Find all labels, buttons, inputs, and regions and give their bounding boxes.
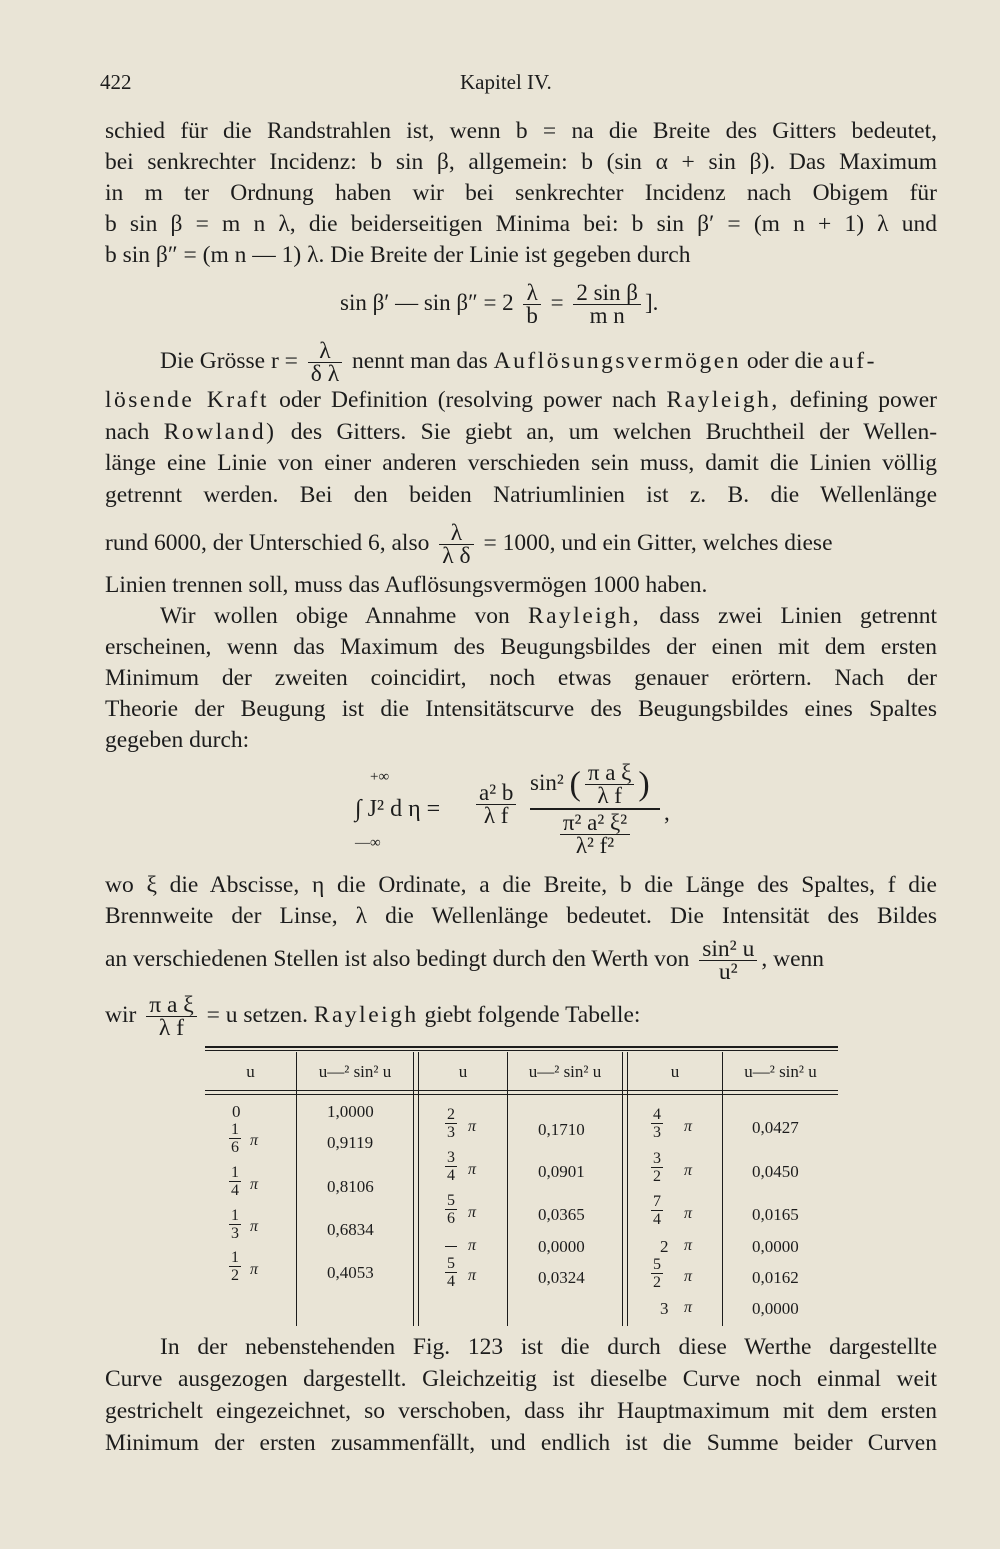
table-cell: 0,0000	[752, 1299, 799, 1318]
eq-term: ,	[664, 800, 670, 825]
table-cell: 0,0365	[538, 1205, 585, 1224]
text-line: b sin β″ = (m n — 1) λ. Die Breite der Linie ist gegeben durch	[105, 242, 691, 268]
numerator: sin² u	[699, 938, 757, 961]
eq-term: =	[550, 289, 564, 315]
table-cell	[651, 1106, 663, 1141]
numerator: π a ξ	[146, 994, 197, 1017]
table-cell	[445, 1246, 457, 1247]
text-line	[160, 340, 877, 385]
chapter-heading: Kapitel IV.	[460, 70, 552, 94]
denominator: 2	[231, 1267, 239, 1284]
table-cell: π	[468, 1267, 477, 1284]
table-cell: π	[684, 1237, 693, 1254]
numerator: π a ξ	[585, 762, 635, 785]
table-cell	[229, 1121, 241, 1156]
numerator: 5	[653, 1256, 661, 1273]
table-cell: π	[684, 1205, 693, 1222]
text-line	[160, 601, 937, 631]
spaced-term: lösende Kraft	[105, 387, 269, 413]
text-span: giebt folgende Tabelle:	[424, 1001, 641, 1028]
eq-term: sin²	[530, 769, 564, 795]
numerator: λ	[308, 340, 342, 363]
text-line: in m ter Ordnung haben wir bei senkrechter Incidenz nach Obigem für	[105, 180, 937, 206]
fraction	[439, 522, 473, 567]
table-cell: π	[250, 1176, 259, 1193]
table-cell	[445, 1255, 457, 1290]
numerator: 7	[653, 1193, 661, 1210]
table-cell: 0,0450	[752, 1162, 799, 1181]
text-span: = 1000, und ein Gitter, welches diese	[483, 529, 833, 556]
numerator: 3	[447, 1149, 455, 1166]
table-cell: π	[684, 1299, 693, 1316]
table-cell: 0,0162	[752, 1268, 799, 1287]
text-line	[105, 417, 937, 447]
table-top-rule	[205, 1050, 838, 1051]
text-line: Minimum der ersten zusammenfällt, und endlich ist die Summe beider Curven	[105, 1430, 937, 1456]
text-line: schied für die Randstrahlen ist, wenn b = na die Breite des Gitters bedeutet,	[105, 118, 937, 144]
table-column-rule	[296, 1052, 297, 1326]
table-cell: 3	[660, 1299, 669, 1318]
table-cell: π	[468, 1204, 477, 1221]
text-span: Die Grösse r =	[160, 347, 298, 374]
text-line: bei senkrechter Incidenz: b sin β, allgemein: b (sin α + sin β). Das Maximum	[105, 149, 937, 175]
fraction	[585, 762, 635, 807]
table-header-rule	[205, 1090, 838, 1091]
table-cell: 1,0000	[327, 1102, 374, 1121]
numerator: 5	[447, 1192, 455, 1209]
table-cell: 0,4053	[327, 1263, 374, 1282]
text-span: oder Definition (resolving power nach	[279, 387, 657, 413]
denominator: λ f	[597, 783, 622, 808]
numerator: 1	[231, 1249, 239, 1266]
table-cell: 0	[232, 1102, 241, 1121]
denominator: b	[526, 303, 538, 328]
table-header: u	[670, 1062, 680, 1081]
text-line	[105, 938, 824, 983]
numerator: λ	[523, 282, 541, 305]
numerator: 1	[231, 1207, 239, 1224]
fraction	[523, 282, 541, 327]
integral-lower-limit: —∞	[355, 835, 381, 851]
text-line: Minimum der zweiten coincidirt, noch etwas genauer erörtern. Nach der	[105, 665, 937, 691]
table-cell	[651, 1150, 663, 1185]
fraction	[476, 782, 516, 827]
text-span: wir	[105, 1001, 137, 1028]
table-cell: 0,9119	[327, 1133, 374, 1152]
big-fraction-numerator	[530, 762, 650, 807]
denominator: λ² f²	[575, 833, 615, 858]
page-number: 422	[100, 70, 132, 94]
numerator: 2 sin β	[573, 282, 641, 305]
text-span: nennt man das	[352, 347, 488, 374]
table-cell: 0,0324	[538, 1268, 585, 1287]
text-span: dass zwei Linien getrennt	[659, 603, 938, 629]
numerator: a² b	[476, 782, 516, 805]
text-line: getrennt werden. Bei den beiden Natriumlinien ist z. B. die Wellenlänge	[105, 482, 937, 508]
paren-open: (	[569, 765, 581, 803]
table-cell: 0,6834	[327, 1220, 374, 1239]
table-cell	[445, 1106, 457, 1141]
text-line: Linien trennen soll, muss das Auflösungsvermögen 1000 haben.	[105, 572, 708, 598]
table-top-rule	[205, 1046, 838, 1048]
table-cell	[651, 1256, 663, 1291]
text-span: , wenn	[761, 945, 825, 972]
denominator: 4	[231, 1182, 239, 1199]
text-line: Curve ausgezogen dargestellt. Gleichzeitig ist dieselbe Curve noch einmal weit	[105, 1366, 937, 1392]
table-cell: π	[684, 1162, 693, 1179]
denominator: u²	[718, 959, 738, 985]
table-cell: π	[250, 1132, 259, 1149]
text-line: Theorie der Beugung ist die Intensitätscurve des Beugungsbildes eines Spaltes	[105, 696, 937, 722]
text-span: defining power	[789, 387, 937, 413]
text-span: rund 6000, der Unterschied 6, also	[105, 529, 430, 556]
denominator: δ λ	[310, 361, 340, 387]
eq-term: sin β′ — sin β″ = 2	[340, 289, 514, 315]
numerator: λ	[439, 522, 473, 545]
integral-upper-limit: +∞	[370, 769, 390, 785]
spaced-term: Rayleigh	[313, 1001, 419, 1028]
denominator: 6	[447, 1210, 455, 1227]
fraction	[573, 282, 641, 327]
table-cell: 0,0165	[752, 1205, 799, 1224]
table-cell: π	[468, 1118, 477, 1135]
table-cell	[229, 1207, 241, 1242]
eq-term: ].	[644, 289, 659, 315]
denominator: λ δ	[442, 543, 471, 569]
table-column-rule	[627, 1052, 628, 1326]
table-cell: 0,0000	[538, 1237, 585, 1256]
table-cell: π	[468, 1161, 477, 1178]
table-cell: π	[250, 1261, 259, 1278]
text-line: In der nebenstehenden Fig. 123 ist die durch diese Werthe dargestellte	[160, 1334, 937, 1360]
table-header: u	[458, 1062, 468, 1081]
table-cell: 0,0000	[752, 1237, 799, 1256]
fraction	[308, 340, 342, 385]
equation-line-width	[340, 282, 658, 327]
denominator: λ f	[483, 803, 509, 828]
denominator: 4	[653, 1211, 661, 1228]
text-line: b sin β = m n λ, die beiderseitigen Minima bei: b sin β′ = (m n + 1) λ und	[105, 211, 937, 237]
numerator: 1	[231, 1164, 239, 1181]
table-cell	[445, 1149, 457, 1184]
table-column-rule	[722, 1052, 723, 1326]
table-cell	[229, 1164, 241, 1199]
table-column-rule	[413, 1052, 414, 1326]
table-column-rule	[418, 1052, 419, 1326]
spaced-term: Rayleigh,	[666, 387, 780, 413]
spaced-term: Auflösungsvermögen	[493, 347, 741, 374]
text-span: des Gitters. Sie giebt an, um welchen Bruchtheil der Wellen-	[290, 419, 938, 445]
table-cell	[651, 1193, 663, 1228]
numerator: 2	[447, 1106, 455, 1123]
numerator: 3	[653, 1150, 661, 1167]
fraction	[560, 812, 630, 857]
table-cell: π	[684, 1268, 693, 1285]
denominator: 3	[653, 1124, 661, 1141]
denominator: 2	[653, 1274, 661, 1291]
denominator: λ f	[158, 1015, 185, 1041]
table-cell	[445, 1192, 457, 1227]
table-cell: 0,0901	[538, 1162, 585, 1181]
denominator: 3	[447, 1124, 455, 1141]
text-line: gegeben durch:	[105, 727, 250, 753]
table-header-rule	[205, 1094, 838, 1095]
table-cell: 0,8106	[327, 1177, 374, 1196]
text-line: Brennweite der Linse, λ die Wellenlänge bedeutet. Die Intensität des Bildes	[105, 903, 937, 929]
text-line	[105, 522, 833, 567]
text-span: = u setzen.	[206, 1001, 308, 1028]
table-cell: 0,0427	[752, 1118, 799, 1137]
table-header: u—² sin² u	[318, 1062, 392, 1081]
table-cell: π	[684, 1118, 693, 1135]
text-line: erscheinen, wenn das Maximum des Beugungsbildes der einen mit dem ersten	[105, 634, 937, 660]
spaced-term: Rowland)	[163, 419, 277, 445]
numerator: 1	[231, 1121, 239, 1138]
text-span: an verschiedenen Stellen ist also bedingt durch den Werth von	[105, 945, 690, 972]
numerator: 5	[447, 1255, 455, 1272]
denominator: 4	[447, 1273, 455, 1290]
fraction	[146, 994, 197, 1039]
numerator: π² a² ξ²	[560, 812, 630, 835]
table-header: u	[246, 1062, 255, 1081]
spaced-term: auf-	[829, 347, 877, 374]
fraction	[699, 938, 757, 983]
numerator: 4	[653, 1106, 661, 1123]
integral-term: ∫ J² d η =	[355, 796, 441, 822]
text-span: oder die	[746, 347, 824, 374]
text-span: nach	[105, 419, 150, 445]
big-fraction-denominator	[540, 812, 650, 857]
denominator: 4	[447, 1167, 455, 1184]
denominator: m n	[589, 303, 625, 328]
table-column-rule	[622, 1052, 623, 1326]
text-span: Wir wollen obige Annahme von	[160, 603, 510, 629]
text-line: länge eine Linie von einer anderen verschieden sein muss, damit die Linien völlig	[105, 450, 937, 476]
text-line	[105, 385, 937, 415]
text-line	[105, 994, 640, 1039]
table-cell	[229, 1249, 241, 1284]
table-cell: 0,1710	[538, 1120, 585, 1139]
table-cell: π	[468, 1237, 477, 1254]
table-cell: 2	[660, 1237, 669, 1256]
spaced-term: Rayleigh,	[527, 603, 642, 629]
denominator: 2	[653, 1168, 661, 1185]
table-cell: π	[250, 1218, 259, 1235]
denominator: 3	[231, 1225, 239, 1242]
text-line: wo ξ die Abscisse, η die Ordinate, a die Breite, b die Länge des Spaltes, f die	[105, 872, 937, 898]
text-line: gestrichelt eingezeichnet, so verschoben, dass ihr Hauptmaximum mit dem ersten	[105, 1398, 937, 1424]
paren-close: )	[638, 765, 650, 803]
table-header: u—² sin² u	[744, 1062, 817, 1081]
table-header: u—² sin² u	[528, 1062, 602, 1081]
denominator: 6	[231, 1139, 239, 1156]
fraction	[472, 782, 520, 827]
table-column-rule	[507, 1052, 508, 1326]
